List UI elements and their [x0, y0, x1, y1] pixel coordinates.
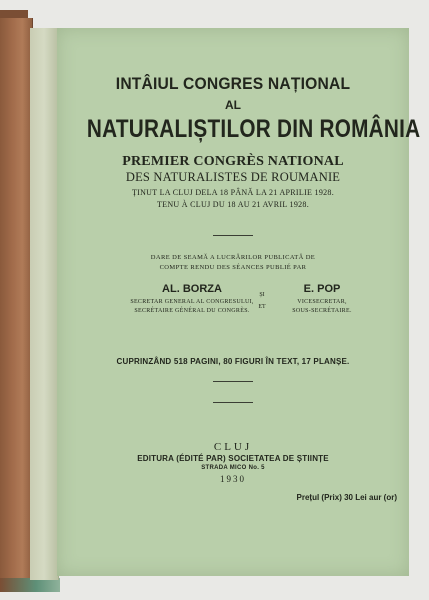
report-romanian: DARE DE SEAMĂ A LUCRĂRILOR PUBLICATĂ DE — [150, 254, 316, 261]
contents-summary: CUPRINZÂND 518 PAGINI, 80 FIGURI ÎN TEXT, 17 PLANȘE. — [116, 357, 350, 366]
book-cover-edge — [0, 578, 60, 592]
editor-2-role-french: SOUS-SECRÉTAIRE. — [292, 308, 352, 314]
title-page — [57, 28, 421, 576]
book-gutter — [30, 28, 59, 580]
conjunction-french: ET — [258, 304, 266, 310]
french-title-line-1: PREMIER CONGRÈS NATIONAL — [122, 154, 344, 169]
publication-city: CLUJ — [213, 441, 253, 453]
divider-rule — [213, 235, 253, 236]
editor-2-name: E. POP — [303, 283, 341, 295]
held-romanian: ȚINUT LA CLUJ DELA 18 PÂNĂ LA 21 APRILIE 1928. — [131, 188, 335, 197]
title-line-2: AL — [225, 98, 241, 112]
report-french: COMPTE RENDU DES SÉANCES PUBLIÉ PAR — [159, 264, 307, 271]
editor-1-name: AL. BORZA — [162, 283, 222, 295]
publication-year: 1930 — [220, 474, 246, 484]
title-line-1: INTÂIUL CONGRES NAȚIONAL — [115, 74, 351, 93]
french-title-line-2: DES NATURALISTES DE ROUMANIE — [125, 170, 341, 184]
editor-1-role-french: SECRÉTAIRE GÉNÉRAL DU CONGRÈS. — [134, 308, 250, 314]
editor-2-role-romanian: VICESECRETAR, — [297, 299, 347, 305]
publisher: EDITURA (ÉDITÉ PAR) SOCIETATEA DE ȘTIINȚE — [137, 454, 329, 463]
editor-1-role-romanian: SECRETAR GENERAL AL CONGRESULUI, — [130, 299, 254, 305]
held-french: TENU À CLUJ DU 18 AU 21 AVRIL 1928. — [156, 200, 310, 209]
main-title: NATURALIȘTILOR DIN ROMÂNIA — [86, 115, 421, 143]
price: Prețul (Prix) 30 Lei aur (or) — [296, 493, 397, 502]
publisher-address: STRADA MICO No. 5 — [201, 465, 265, 471]
divider-rule — [213, 402, 253, 403]
book-spine — [0, 18, 33, 586]
conjunction-romanian: ȘI — [259, 292, 265, 298]
divider-rule — [213, 381, 253, 382]
